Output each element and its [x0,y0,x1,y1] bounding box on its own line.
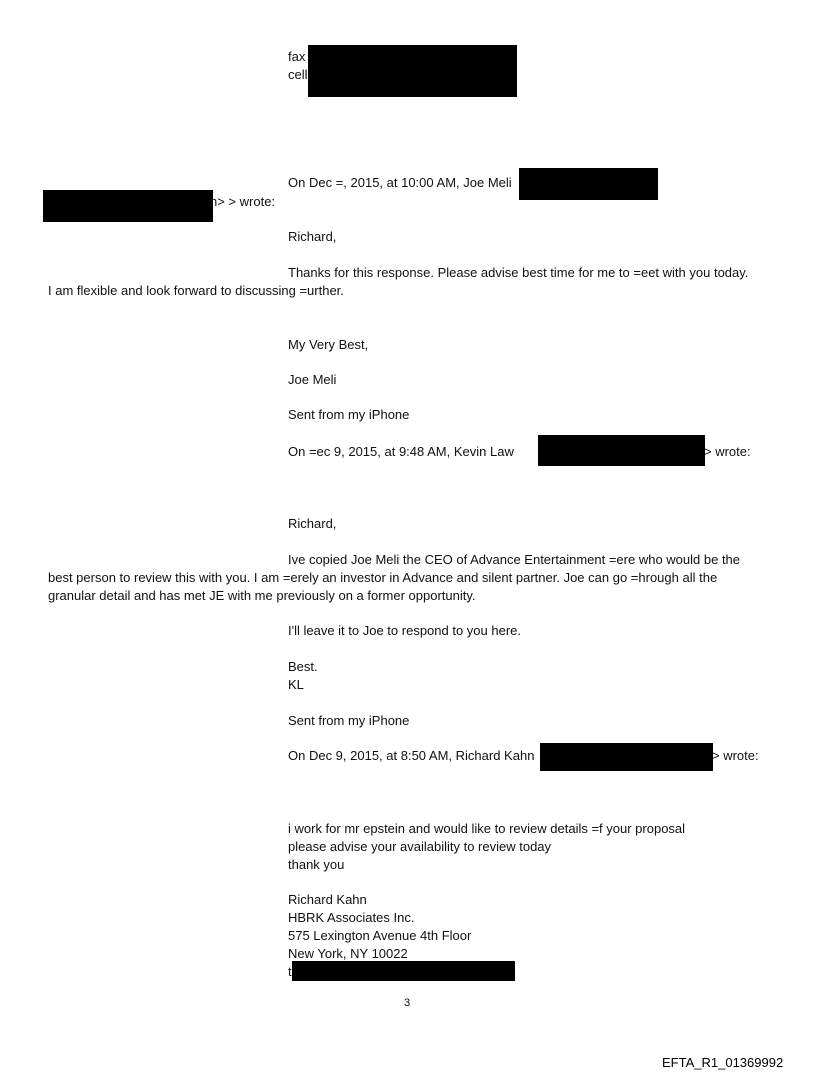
redaction-box [43,190,213,222]
signature-company: HBRK Associates Inc. [288,910,415,925]
msg1-sent: Sent from my iPhone [288,407,410,422]
msg2-header: On =ec 9, 2015, at 9:48 AM, Kevin Law [288,444,514,459]
msg2-sent: Sent from my iPhone [288,713,410,728]
cell-label: cell [288,67,308,82]
msg2-greeting: Richard, [288,516,337,531]
msg1-body-line: I am flexible and look forward to discussing =urther. [48,283,344,298]
msg1-name: Joe Meli [288,372,337,387]
redaction-box [540,743,713,771]
msg3-body-line: thank you [288,857,345,872]
msg1-closing: My Very Best, [288,337,369,352]
msg3-header: On Dec 9, 2015, at 8:50 AM, Richard Kahn [288,748,535,763]
fax-label: fax [288,49,306,64]
msg1-body-line: Thanks for this response. Please advise best time for me to =eet with you today. [288,265,749,280]
msg3-header-cont: > wrote: [712,748,759,763]
msg2-initials: KL [288,677,304,692]
redaction-box [308,45,517,97]
msg2-body-line: Ive copied Joe Meli the CEO of Advance Entertainment =ere who would be the [288,552,741,567]
page-number: 3 [404,997,411,1009]
msg2-body-line: I'll leave it to Joe to respond to you here. [288,623,522,638]
redaction-box [292,961,515,981]
msg2-body-line: granular detail and has met JE with me previously on a former opportunity. [48,588,476,603]
signature-address: 575 Lexington Avenue 4th Floor [288,928,472,943]
msg2-header-cont: > wrote: [704,444,751,459]
redaction-box [519,168,658,200]
msg1-greeting: Richard, [288,229,337,244]
redaction-box [538,435,705,466]
msg1-header: On Dec =, 2015, at 10:00 AM, Joe Meli [288,175,512,190]
msg3-body-line: i work for mr epstein and would like to review details =f your proposal [288,821,686,836]
signature-phone-label: t [288,964,292,979]
msg3-body-line: please advise your availability to review today [288,839,552,854]
msg2-body-line: best person to review this with you. I am =erely an investor in Advance and silent partner. Joe can go =hrough all the [48,570,718,585]
msg1-header-cont: n> > wrote: [210,194,276,209]
signature-name: Richard Kahn [288,892,367,907]
msg2-closing: Best. [288,659,318,674]
bates-number: EFTA_R1_01369992 [662,1055,784,1070]
signature-city: New York, NY 10022 [288,946,408,961]
